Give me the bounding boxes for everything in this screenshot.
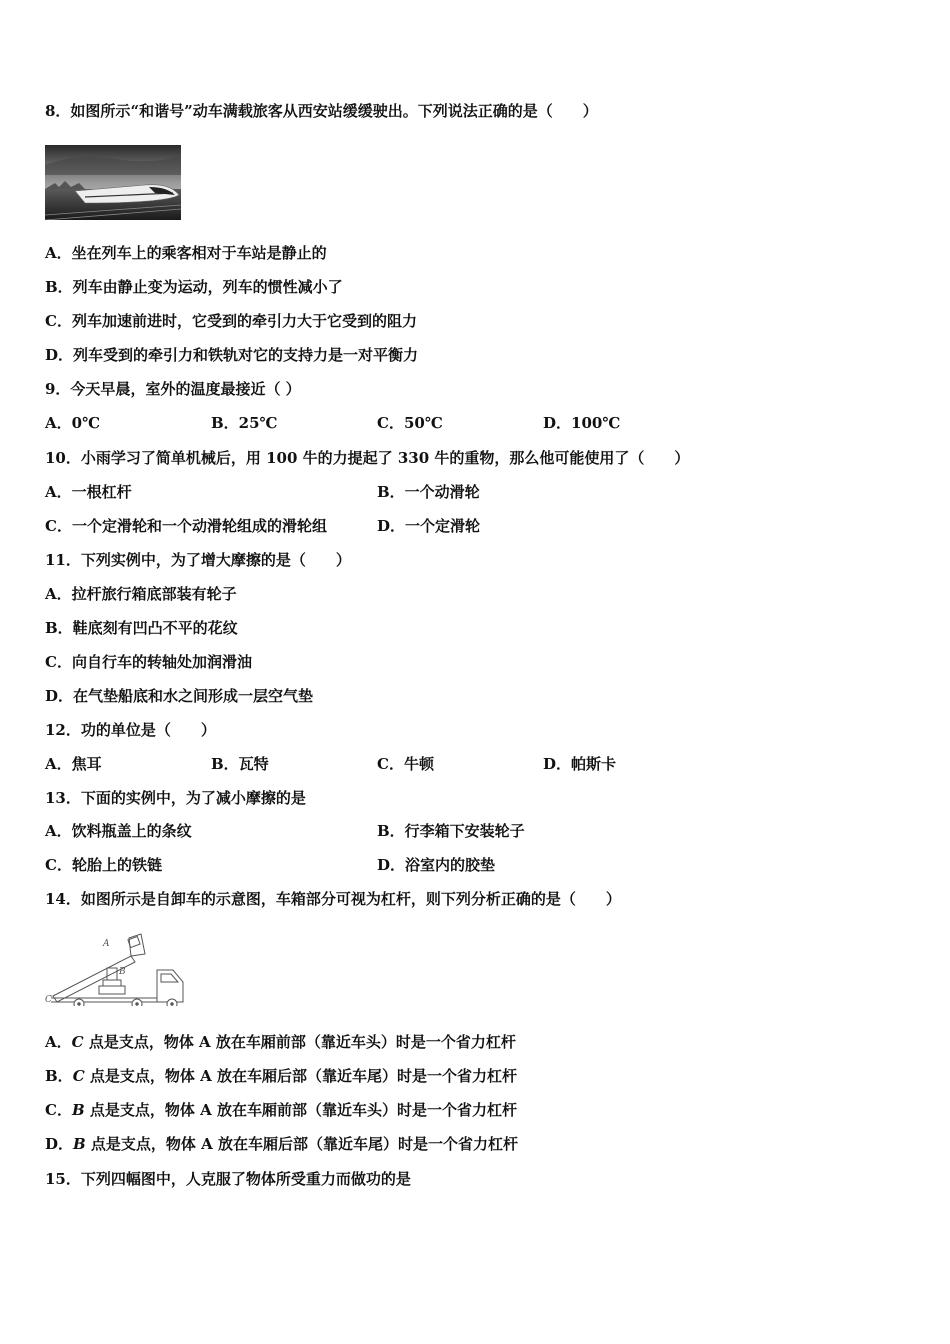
- question-9-option-b: B．25℃: [211, 414, 278, 432]
- option-text: 点是支点，物体 A 放在车厢后部（靠近车尾）时是一个省力杠杆: [84, 1067, 517, 1085]
- option-prefix: C．: [45, 1101, 72, 1119]
- question-11-option-c: C．向自行车的转轴处加润滑油: [45, 653, 252, 671]
- question-11-option-b: B．鞋底刻有凹凸不平的花纹: [45, 619, 238, 637]
- question-8-option-a: A．坐在列车上的乘客相对于车站是静止的: [45, 244, 327, 262]
- label-a: A: [103, 939, 110, 949]
- question-8-option-c: C．列车加速前进时，它受到的牵引力大于它受到的阻力: [45, 312, 417, 330]
- question-14-option-b: [45, 1065, 517, 1087]
- dump-truck-figure: [45, 930, 190, 1006]
- label-c: C: [45, 995, 52, 1005]
- question-14-option-a: [45, 1031, 516, 1053]
- question-13-option-d: D．浴室内的胶垫: [377, 856, 496, 874]
- question-8-option-b: B．列车由静止变为运动，列车的惯性减小了: [45, 278, 343, 296]
- option-prefix: B．: [45, 1067, 73, 1085]
- option-prefix: A．: [45, 1033, 72, 1051]
- dump-truck-diagram: [45, 930, 190, 1006]
- question-15-stem: 15．下列四幅图中，人克服了物体所受重力而做功的是: [45, 1170, 411, 1188]
- question-12-stem: 12．功的单位是（ ）: [45, 721, 216, 739]
- question-10-option-a: A．一根杠杆: [45, 483, 132, 501]
- question-11-stem: 11．下列实例中，为了增大摩擦的是（ ）: [45, 551, 351, 569]
- question-13-option-b: B．行李箱下安装轮子: [377, 822, 525, 840]
- question-9-option-d: D．100℃: [543, 414, 621, 432]
- question-11-option-d: D．在气垫船底和水之间形成一层空气垫: [45, 687, 314, 705]
- question-13-stem: 13．下面的实例中，为了减小摩擦的是: [45, 789, 306, 807]
- question-8-stem: 8．如图所示“和谐号”动车满载旅客从西安站缓缓驶出。下列说法正确的是（ ）: [45, 102, 598, 120]
- question-11-option-a: A．拉杆旅行箱底部装有轮子: [45, 585, 237, 603]
- question-9-option-c: C．50℃: [377, 414, 443, 432]
- high-speed-train-image: [45, 145, 181, 220]
- question-14-option-d: [45, 1133, 518, 1155]
- question-12-option-d: D．帕斯卡: [543, 755, 617, 773]
- question-12-option-a: A．焦耳: [45, 755, 102, 773]
- option-text: 点是支点，物体 A 放在车厢后部（靠近车尾）时是一个省力杠杆: [85, 1135, 519, 1153]
- question-10-option-d: D．一个定滑轮: [377, 517, 481, 535]
- question-12-option-c: C．牛顿: [377, 755, 434, 773]
- question-12-option-b: B．瓦特: [211, 755, 269, 773]
- pivot-letter: B: [71, 1101, 85, 1119]
- question-14-stem: 14．如图所示是自卸车的示意图，车箱部分可视为杠杆，则下列分析正确的是（ ）: [45, 890, 621, 908]
- question-14-option-c: [45, 1099, 517, 1121]
- pivot-letter: C: [71, 1033, 84, 1051]
- question-8-option-d: D．列车受到的牵引力和铁轨对它的支持力是一对平衡力: [45, 346, 419, 364]
- question-9-stem: 9．今天早晨，室外的温度最接近（ ）: [45, 380, 301, 398]
- question-13-option-c: C．轮胎上的铁链: [45, 856, 162, 874]
- question-9-option-a: A．0℃: [45, 414, 101, 432]
- option-text: 点是支点，物体 A 放在车厢前部（靠近车头）时是一个省力杠杆: [84, 1101, 517, 1119]
- pivot-letter: C: [72, 1067, 85, 1085]
- label-b: B: [119, 967, 126, 977]
- question-13-option-a: A．饮料瓶盖上的条纹: [45, 822, 192, 840]
- option-prefix: D．: [45, 1135, 74, 1153]
- question-10-option-c: C．一个定滑轮和一个动滑轮组成的滑轮组: [45, 517, 327, 535]
- pivot-letter: B: [73, 1135, 86, 1153]
- question-10-option-b: B．一个动滑轮: [377, 483, 480, 501]
- train-photo: [45, 145, 181, 220]
- question-10-stem: 10．小雨学习了简单机械后，用 100 牛的力提起了 330 牛的重物，那么他可能使用了（ ）: [45, 449, 690, 467]
- option-text: 点是支点，物体 A 放在车厢前部（靠近车头）时是一个省力杠杆: [83, 1033, 516, 1051]
